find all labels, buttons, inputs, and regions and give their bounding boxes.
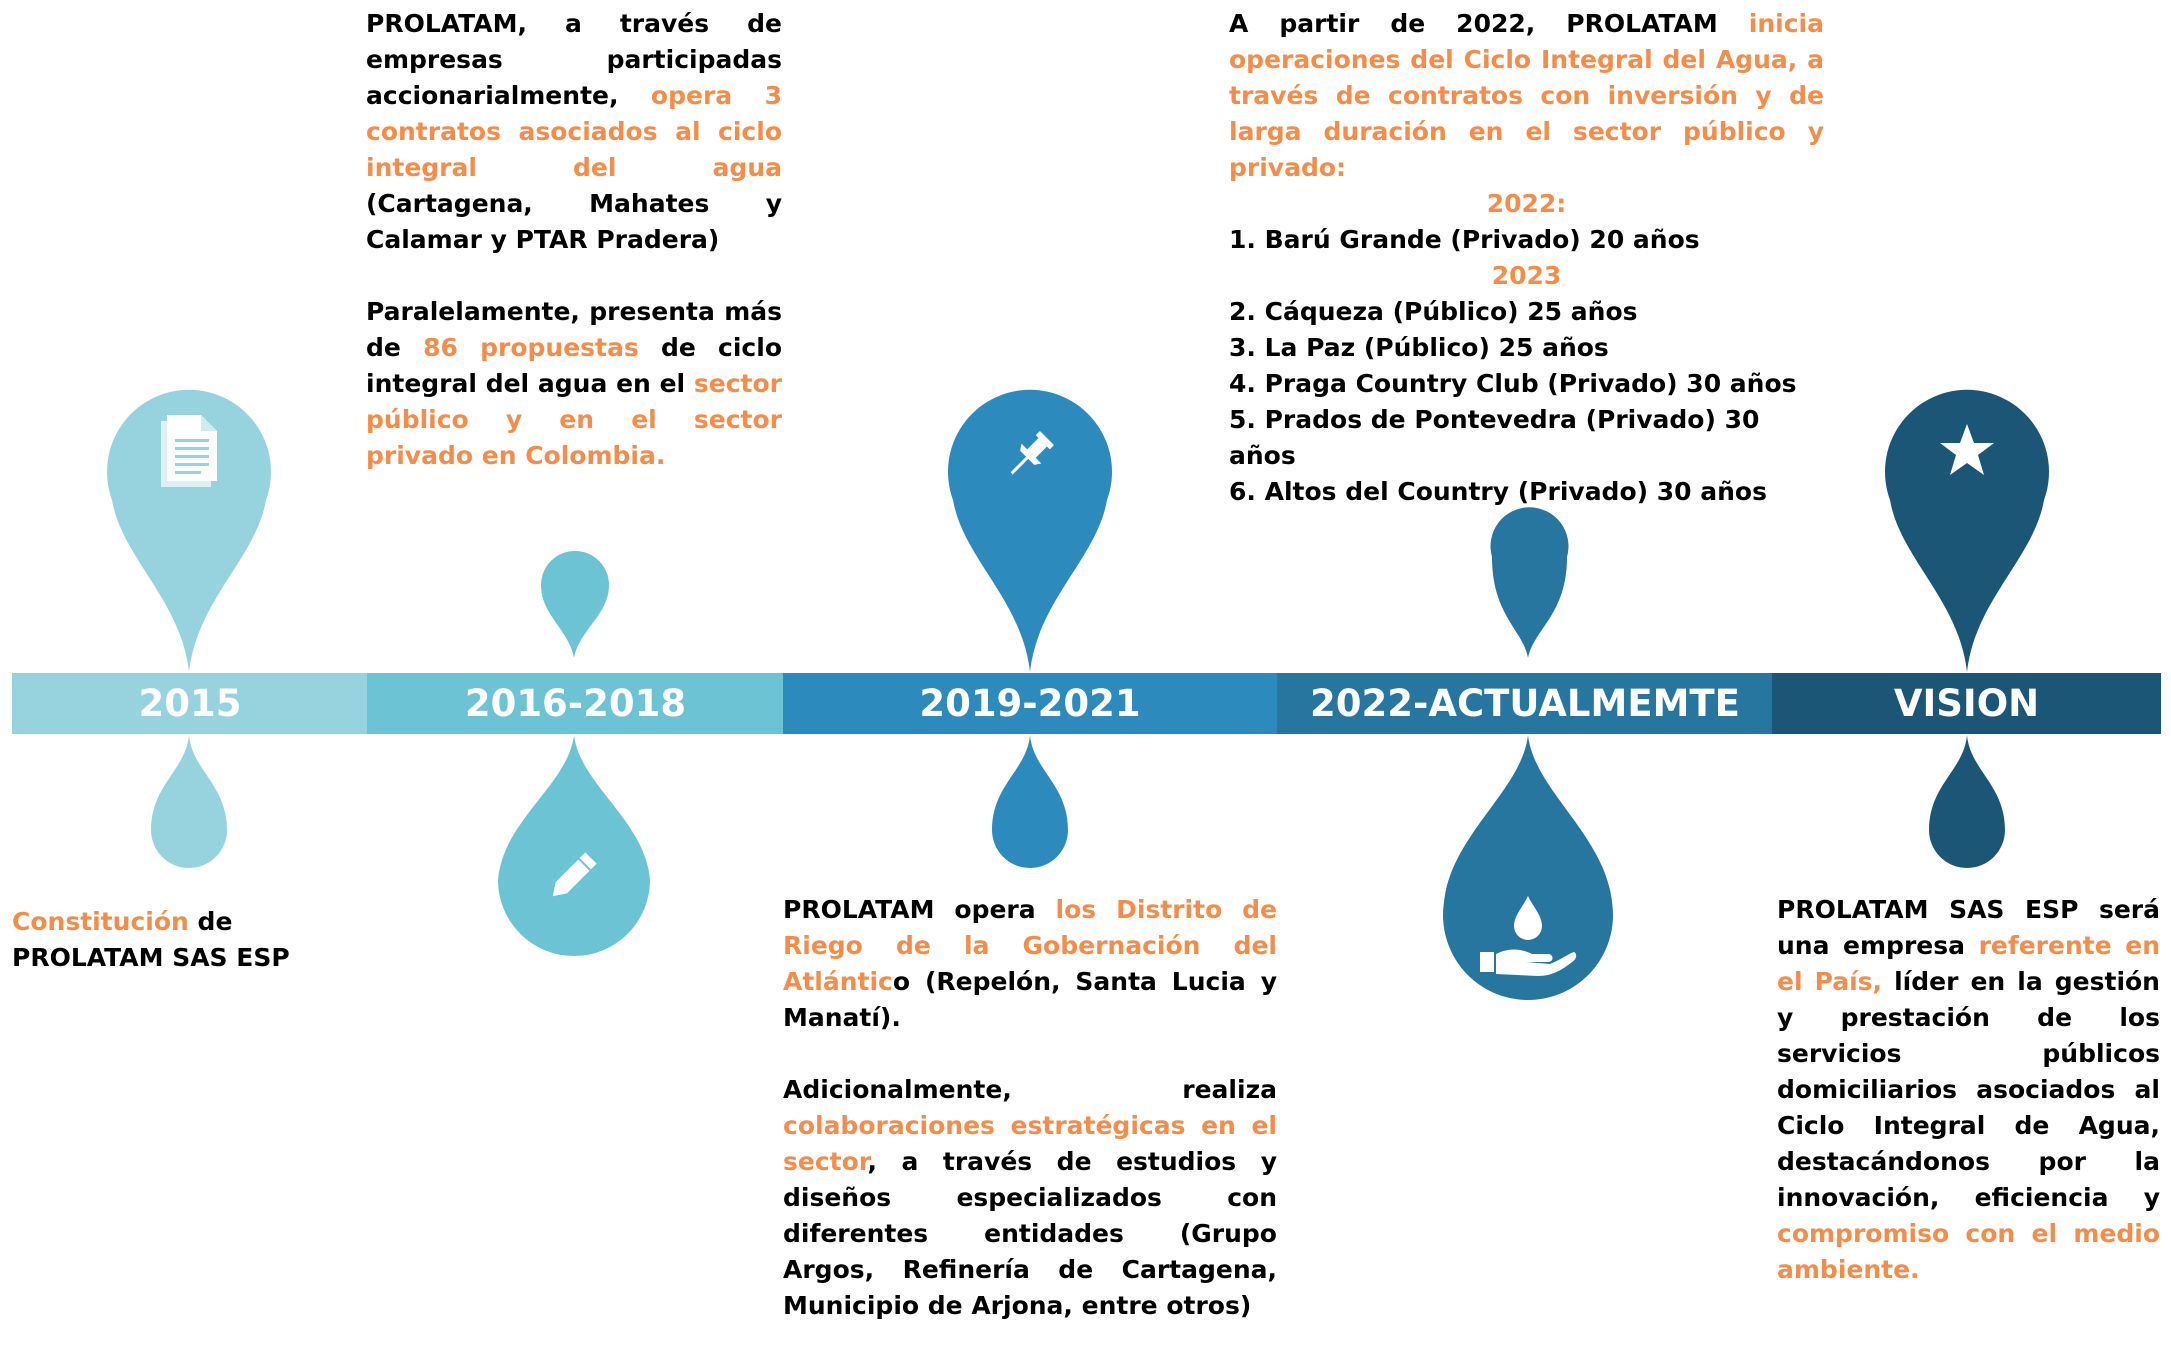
text-2022-year-2023: 2023 — [1491, 261, 1562, 290]
drop-vision-bottom — [1929, 735, 2005, 868]
text-2016-para-1: PROLATAM, a través de empresas participadas accionarialmente, opera 3 contratos asociados al ciclo integral del agua (Cartagena, Mahates y Calamar y PTAR Pradera) — [366, 9, 782, 254]
text-2022-year-2022: 2022: — [1486, 189, 1567, 218]
timeline-segment-2019-2021: 2019-2021 — [783, 673, 1277, 734]
text-2015 — [12, 904, 342, 976]
text-2015-rest: de PROLATAM SAS ESP — [12, 907, 290, 972]
pin-2016-top — [541, 551, 609, 658]
pin-2022-top — [1491, 507, 1569, 658]
timeline-segment-vision: VISION — [1772, 673, 2161, 734]
drop-2019-bottom — [992, 735, 1068, 868]
text-2019-para-1: PROLATAM opera los Distrito de Riego de la Gobernación del Atlántico (Repelón, Santa Lucia y Manatí). — [783, 895, 1278, 1032]
text-2019-2021 — [783, 892, 1277, 1324]
contract-item-2: 2. Cáqueza (Público) 25 años — [1229, 297, 1638, 326]
pushpin-icon — [1000, 425, 1060, 485]
contract-item-6: 6. Altos del Country (Privado) 30 años — [1229, 477, 1767, 506]
contract-item-4: 4. Praga Country Club (Privado) 30 años — [1229, 369, 1797, 398]
document-icon — [157, 413, 223, 489]
pencil-icon — [544, 845, 604, 905]
text-vision: PROLATAM SAS ESP será una empresa referente en el País, líder en la gestión y prestación de los servicios públicos domiciliarios asociados al Ciclo Integral de Agua, destacándonos por la innovación, eficiencia y compromiso con el medio ambiente. — [1777, 895, 2160, 1284]
text-2019-para-2: Adicionalmente, realiza colaboraciones estratégicas en el sector, a través de estudios y diseños especializados con diferentes entidades (Grupo Argos, Refinería de Cartagena, Municipio de Arjona, entre otros) — [783, 1075, 1277, 1320]
text-2015-highlight: Constitución — [12, 907, 189, 936]
timeline-segment-2016-2018: 2016-2018 — [367, 673, 784, 734]
timeline-segment-2015: 2015 — [12, 673, 368, 734]
text-2022-actualmente — [1229, 6, 1824, 510]
water-hand-icon — [1478, 890, 1578, 980]
text-2016-para-2: Paralelamente, presenta más de 86 propuestas de ciclo integral del agua en el sector público y en el sector privado en Colombia. — [366, 297, 782, 470]
timeline-segment-2022-actualmente: 2022-ACTUALMEMTE — [1277, 673, 1773, 734]
contract-item-5: 5. Prados de Pontevedra (Privado) 30 años — [1229, 405, 1760, 470]
text-2016-2018 — [366, 6, 782, 474]
drop-2015-bottom — [151, 735, 227, 868]
contract-item-1: 1. Barú Grande (Privado) 20 años — [1229, 225, 1700, 254]
contract-item-3: 3. La Paz (Público) 25 años — [1229, 333, 1609, 362]
text-2022-intro: A partir de 2022, PROLATAM inicia operaciones del Ciclo Integral del Agua, a través de contratos con inversión y de larga duración en el sector público y privado: — [1229, 9, 1824, 182]
star-icon — [1937, 421, 1997, 481]
